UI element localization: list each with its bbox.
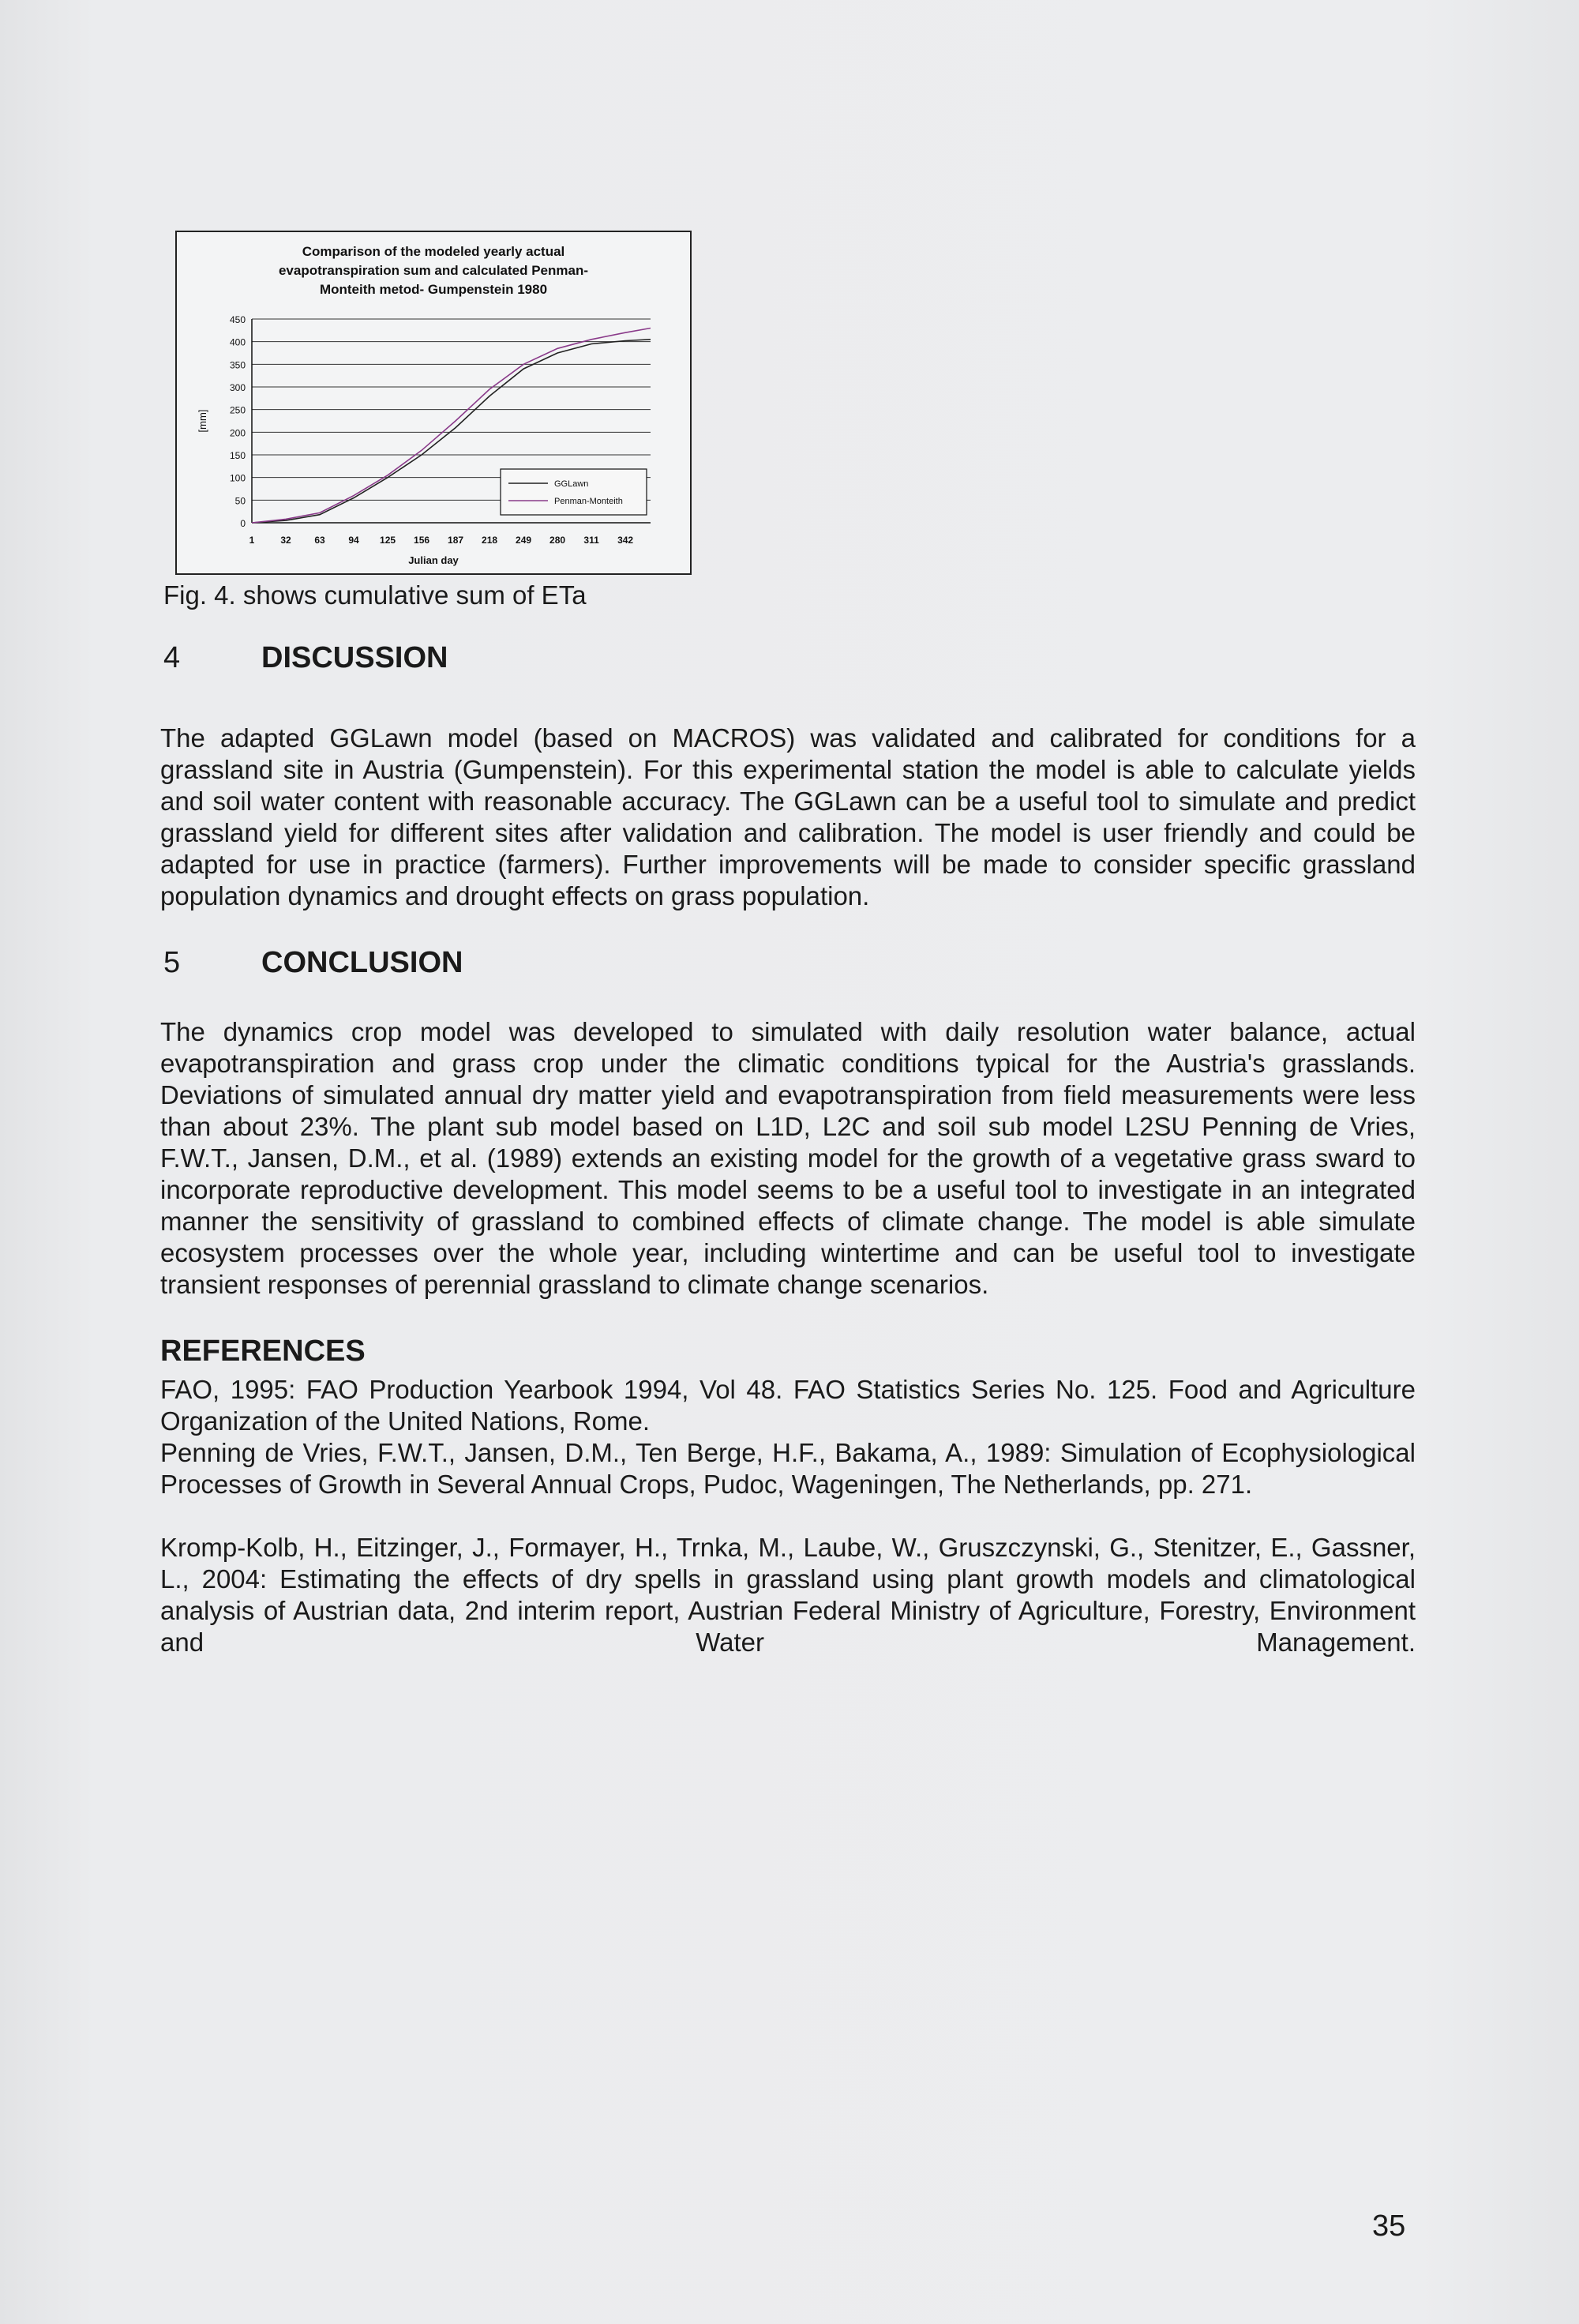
y-tick-label: 300 [229, 382, 246, 393]
references-heading: REFERENCES [160, 1335, 366, 1368]
x-tick-label: 125 [380, 535, 396, 546]
conclusion-paragraph: The dynamics crop model was developed to simulated with daily resolution water balance, actual evapotranspiration and grass crop under the climatic conditions typical for the Austria's grasslands. Deviations of simulated annual dry matter yield and evapotranspiration from field measurements were less than about 23%. The plant sub model based on L1D, L2C and soil sub model L2SU Penning de Vries, F.W.T., Jansen, D.M., et al. (1989) extends an existing model for the growth of a vegetative grass sward to incorporate reproductive development. This model seems to be a useful tool to investigate in an integrated manner the sensitivity of grassland to combined effects of climate change. The model is able simulate ecosystem processes over the whole year, including wintertime and can be useful tool to investigate transient responses of perennial grassland to climate change scenarios. [160, 1017, 1416, 1299]
x-tick-label: 1 [249, 535, 255, 546]
evapotranspiration-chart [175, 231, 692, 575]
reference-item: Kromp-Kolb, H., Eitzinger, J., Formayer, H., Trnka, M., Laube, W., Gruszczynski, G., Stenitzer, E., Gassner, L., 2004: Estimating the effects of dry spells in grassland using plant growth models and climatological analysis of Austrian data, 2nd interim report, Austrian Federal Ministry of Agriculture, Forestry, Environment and Water Management. [160, 1533, 1416, 1657]
reference-item: Penning de Vries, F.W.T., Jansen, D.M., Ten Berge, H.F., Bakama, A., 1989: Simulation of Ecophysiological Processes of Growth in Several Annual Crops, Pudoc, Wageningen, The Netherlands, pp. 271. [160, 1438, 1416, 1499]
x-tick-label: 342 [617, 535, 634, 546]
x-tick-label: 218 [482, 535, 498, 546]
conclusion-heading [163, 946, 463, 980]
y-tick-label: 50 [234, 495, 246, 507]
figure-caption: Fig. 4. shows cumulative sum of ETa [163, 580, 587, 610]
y-tick-label: 200 [229, 427, 246, 439]
chart-title-line: Comparison of the modeled yearly actual [302, 244, 565, 259]
x-tick-label: 311 [583, 535, 599, 546]
y-tick-label: 350 [229, 359, 246, 371]
x-axis-label: Julian day [408, 554, 459, 566]
chart-canvas [177, 232, 690, 573]
discussion-paragraph: The adapted GGLawn model (based on MACROS) was validated and calibrated for conditions for a grassland site in Austria (Gumpenstein). For this experimental station the model is able to calculate yields and soil water content with reasonable accuracy. The GGLawn can be a useful tool to simulate and predict grassland yield for different sites after validation and calibration. The model is user friendly and could be adapted for use in practice (farmers). Further improvements will be made to consider specific grassland population dynamics and drought effects on grass population. [160, 723, 1416, 910]
y-tick-label: 0 [240, 518, 246, 529]
legend-label: Penman-Monteith [554, 497, 623, 506]
page-number: 35 [1372, 2209, 1406, 2243]
y-tick-label: 100 [229, 472, 246, 484]
y-tick-label: 450 [229, 314, 246, 325]
conclusion-number: 5 [163, 946, 181, 979]
chart-title-line: evapotranspiration sum and calculated Penman- [278, 263, 589, 278]
chart-title-line: Monteith metod- Gumpenstein 1980 [319, 282, 548, 297]
x-tick-label: 280 [549, 535, 566, 546]
x-tick-label: 156 [414, 535, 430, 546]
conclusion-title: CONCLUSION [261, 946, 463, 979]
x-tick-label: 63 [314, 535, 325, 546]
legend-label: GGLawn [554, 479, 589, 489]
y-axis-label: [mm] [197, 409, 208, 433]
x-tick-label: 187 [448, 535, 464, 546]
y-tick-label: 400 [229, 336, 246, 348]
x-tick-label: 249 [516, 535, 532, 546]
chart-legend [501, 469, 647, 515]
y-tick-label: 150 [229, 450, 246, 461]
x-tick-label: 32 [280, 535, 291, 546]
discussion-title: DISCUSSION [261, 641, 448, 674]
discussion-heading [163, 641, 448, 675]
reference-item: FAO, 1995: FAO Production Yearbook 1994, Vol 48. FAO Statistics Series No. 125. Food and Agriculture Organization of the United Nations, Rome. [160, 1375, 1416, 1436]
discussion-number: 4 [163, 641, 181, 674]
x-tick-label: 94 [348, 535, 359, 546]
y-tick-label: 250 [229, 404, 246, 416]
